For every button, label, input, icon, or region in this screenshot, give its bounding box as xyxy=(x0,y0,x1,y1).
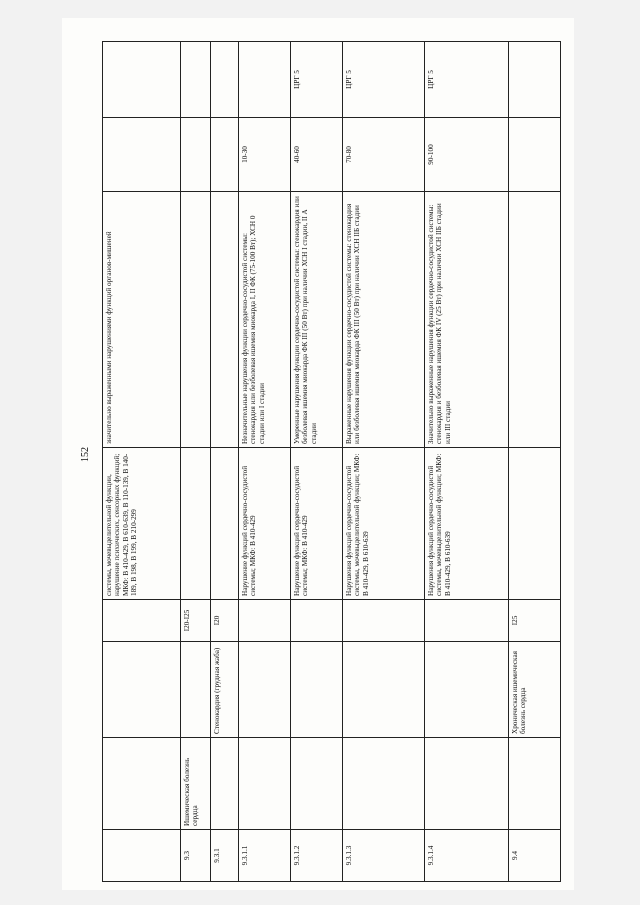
cell-icd: I20-I25 xyxy=(181,600,211,642)
cell-forms: Нарушение функций сердечно-сосудистой системы; МКФ: В 410-429 xyxy=(291,448,343,600)
disability-criteria-table xyxy=(102,41,561,882)
table-row xyxy=(211,42,239,882)
table-row xyxy=(181,42,211,882)
cell-desc: Значительно выраженные нарушения функции сердечно-сосудистой системы: стенокардия и безболевая ишемия ФК IV (25 Вт) при наличии ХСН IIБ стадии или III стадии xyxy=(425,192,509,448)
cell-icd: I25 xyxy=(509,600,561,642)
cell-ref xyxy=(509,42,561,118)
cell-subname xyxy=(343,642,425,738)
cell-icd xyxy=(425,600,509,642)
cell-icd xyxy=(291,600,343,642)
cell-forms xyxy=(181,448,211,600)
cell-pct xyxy=(509,118,561,192)
cell-subname: Хроническая ишемическая болезнь сердца xyxy=(509,642,561,738)
cell-desc: Выраженные нарушения функции сердечно-сосудистой системы: стенокардия или безболевая ишемия миокарда ФК III (50 Вт) при наличии ХСН IIБ стадии xyxy=(343,192,425,448)
cell-forms: Нарушение функций сердечно-сосудистой системы; МКФ: В 410-429 xyxy=(239,448,291,600)
cell-desc: Незначительные нарушения функции сердечно-сосудистой системы: стенокардия или безболевая ишемия миокарда I, II ФК (75-100 Вт); ХСН 0 стадии или I стадии xyxy=(239,192,291,448)
table-row xyxy=(103,42,181,882)
cell-id: 9.3.1 xyxy=(211,830,239,882)
cell-pct xyxy=(181,118,211,192)
table-row xyxy=(239,42,291,882)
cell-id: 9.4 xyxy=(509,830,561,882)
table-row xyxy=(343,42,425,882)
cell-forms xyxy=(509,448,561,600)
rotated-table-area xyxy=(102,42,588,882)
cell-id: 9.3.1.3 xyxy=(343,830,425,882)
cell-forms: Нарушения функций сердечно-сосудистой системы, мочевыделительной функции; МКФ: В 410-429, В 610-639 xyxy=(343,448,425,600)
cell-desc xyxy=(211,192,239,448)
cell-name xyxy=(211,738,239,830)
cell-name xyxy=(425,738,509,830)
cell-ref: ЦРГ 5 xyxy=(425,42,509,118)
cell-ref xyxy=(239,42,291,118)
cell-name: Ишемическая болезнь сердца xyxy=(181,738,211,830)
cell-desc xyxy=(509,192,561,448)
cell-subname xyxy=(181,642,211,738)
cell-id xyxy=(103,830,181,882)
cell-pct xyxy=(103,118,181,192)
cell-subname xyxy=(291,642,343,738)
cell-id: 9.3 xyxy=(181,830,211,882)
cell-desc xyxy=(181,192,211,448)
document-page xyxy=(62,18,574,890)
cell-subname: Стенокардия (грудная жаба) xyxy=(211,642,239,738)
cell-pct: 90-100 xyxy=(425,118,509,192)
cell-subname xyxy=(103,642,181,738)
cell-icd xyxy=(239,600,291,642)
cell-name xyxy=(343,738,425,830)
cell-ref: ЦРГ 5 xyxy=(291,42,343,118)
cell-pct: 40-60 xyxy=(291,118,343,192)
cell-id: 9.3.1.1 xyxy=(239,830,291,882)
cell-ref: ЦРГ 5 xyxy=(343,42,425,118)
cell-icd: I20 xyxy=(211,600,239,642)
cell-forms: системы, мочевыделительной функции, нарушение психических, сенсорных функций; МКФ: В 410-429, В 610-639, В 110-139, В 140-189, В 198, В 199, В 210-299 xyxy=(103,448,181,600)
cell-name xyxy=(291,738,343,830)
cell-subname xyxy=(425,642,509,738)
cell-pct: 70-80 xyxy=(343,118,425,192)
cell-subname xyxy=(239,642,291,738)
cell-id: 9.3.1.4 xyxy=(425,830,509,882)
cell-icd xyxy=(103,600,181,642)
cell-desc: Умеренные нарушения функции сердечно-сосудистой системы: стенокардия или безболевая ишемия миокарда ФК III (50 Вт) при наличии ХСН I стадии, II А стадии xyxy=(291,192,343,448)
cell-ref xyxy=(211,42,239,118)
cell-ref xyxy=(181,42,211,118)
table-row xyxy=(291,42,343,882)
cell-pct xyxy=(211,118,239,192)
cell-name xyxy=(103,738,181,830)
cell-id: 9.3.1.2 xyxy=(291,830,343,882)
cell-ref xyxy=(103,42,181,118)
cell-forms: Нарушения функций сердечно-сосудистой системы, мочевыделительной функции; МКФ: В 410-429, В 610-639 xyxy=(425,448,509,600)
table-row xyxy=(509,42,561,882)
cell-icd xyxy=(343,600,425,642)
cell-pct: 10-30 xyxy=(239,118,291,192)
cell-forms xyxy=(211,448,239,600)
page-number: 152 xyxy=(80,447,91,462)
cell-name xyxy=(509,738,561,830)
cell-name xyxy=(239,738,291,830)
cell-desc: значительно выраженными нарушениями функций органов-мишеней xyxy=(103,192,181,448)
table-row xyxy=(425,42,509,882)
